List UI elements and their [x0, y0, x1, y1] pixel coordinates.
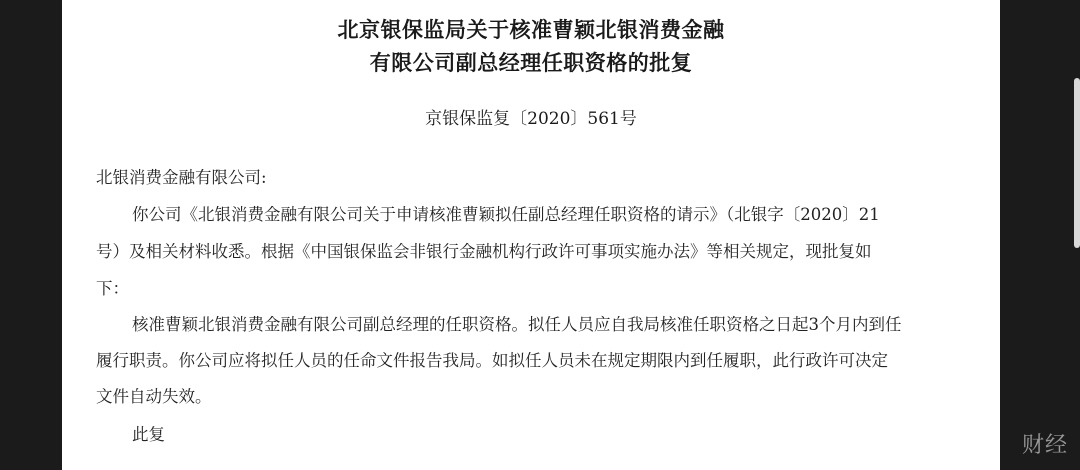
paragraph-2-line-1: 核准曹颖北银消费金融有限公司副总经理的任职资格。拟任人员应自我局核准任职资格之日起3个月内到任	[132, 315, 902, 334]
document-title-line-1: 北京银保监局关于核准曹颖北银消费金融	[337, 18, 725, 42]
document-title-line-2: 有限公司副总经理任职资格的批复	[369, 51, 693, 75]
addressee: 北银消费金融有限公司:	[96, 168, 267, 187]
paragraph-2-line-2: 履行职责。你公司应将拟任人员的任命文件报告我局。如拟任人员未在规定期限内到任履职，此行政许可决定	[96, 351, 888, 370]
paragraph-1-line-3: 下：	[96, 279, 129, 298]
scrollbar[interactable]	[1074, 78, 1080, 248]
paragraph-2-line-3: 文件自动失效。	[96, 387, 212, 406]
watermark: 财经	[1021, 433, 1068, 458]
paragraph-1-line-2: 号）及相关材料收悉。根据《中国银保监会非银行金融机构行政许可事项实施办法》等相关规定，现批复如	[96, 242, 872, 261]
closing-text: 此复	[132, 425, 165, 444]
document-number: 京银保监复〔2020〕561号	[425, 109, 637, 129]
paragraph-1-line-1: 你公司《北银消费金融有限公司关于申请核准曹颖拟任副总经理任职资格的请示》（北银字〔2020〕21	[132, 205, 880, 224]
document-page	[62, 0, 1000, 470]
